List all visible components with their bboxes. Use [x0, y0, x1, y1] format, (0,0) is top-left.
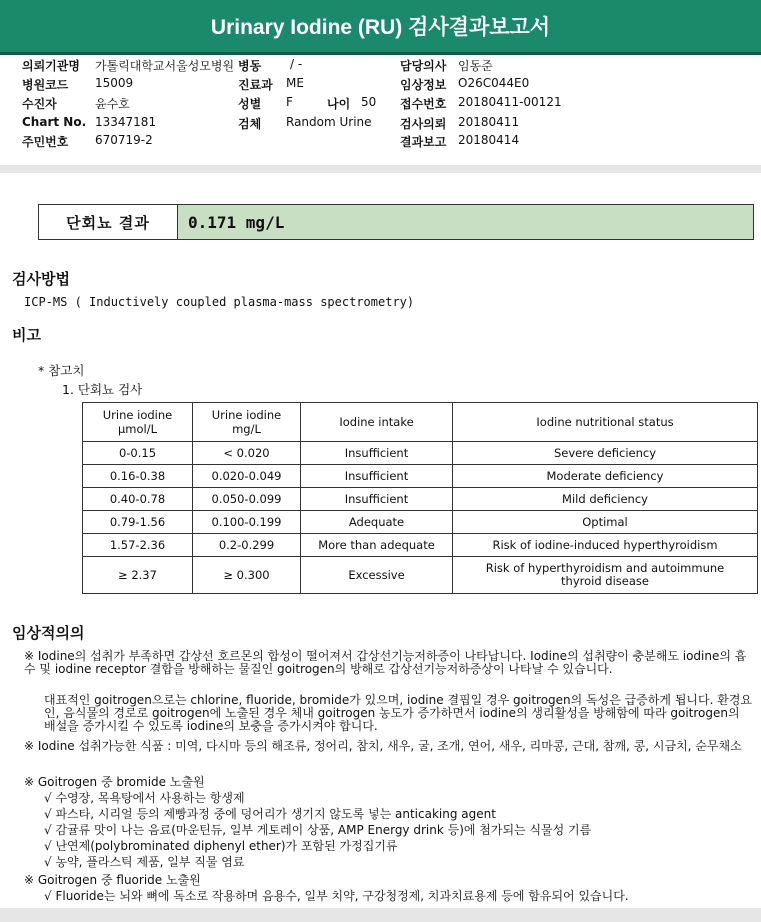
table-cell: 1.57-2.36 — [83, 534, 193, 557]
info-label-chart-no: Chart No. — [22, 115, 87, 129]
footer-bar — [0, 908, 761, 922]
remarks-title: 비고 — [12, 326, 41, 344]
table-cell: Insufficient — [301, 442, 453, 465]
table-cell: Excessive — [301, 557, 453, 594]
table-cell: 0.16-0.38 — [83, 465, 193, 488]
table-cell: Optimal — [453, 511, 758, 534]
section-divider — [0, 165, 761, 173]
info-label-patient: 수진자 — [22, 97, 57, 111]
info-label-hospital-code: 병원코드 — [22, 78, 69, 92]
info-label-request-date: 검사의뢰 — [400, 117, 447, 131]
result-box — [38, 204, 754, 240]
info-value-clinical-info: O26C044E0 — [458, 76, 530, 90]
table-cell: < 0.020 — [193, 442, 301, 465]
method-text: ICP-MS ( Inductively coupled plasma-mass spectrometry) — [24, 295, 415, 309]
table-cell: Risk of iodine-induced hyperthyroidism — [453, 534, 758, 557]
info-value-patient: 윤수호 — [95, 97, 130, 111]
table-cell: ≥ 0.300 — [193, 557, 301, 594]
clinical-paragraph-3: ※ Iodine 섭취가능한 식품 : 미역, 다시마 등의 해조류, 정어리, 참치, 새우, 굴, 조개, 연어, 새우, 리마콩, 근대, 참깨, 콩, 시금치, 순무채소 — [24, 739, 742, 753]
table-cell: 0.050-0.099 — [193, 488, 301, 511]
info-label-resident-no: 주민번호 — [22, 135, 69, 149]
reference-subtitle: 1. 단회뇨 검사 — [62, 382, 143, 397]
table-header-mgl: Urine iodine mg/L — [193, 403, 301, 442]
table-cell: Risk of hyperthyroidism and autoimmune thyroid disease — [453, 557, 758, 594]
reference-title: * 참고치 — [38, 363, 85, 378]
clinical-paragraph-2: 대표적인 goitrogen으로는 chlorine, fluoride, bromide가 있으며, iodine 결핍일 경우 goitrogen의 독성은 급증하게 됩니다. 환경요인, 음식물의 경로로 goitrogen에 노출된 경우 체내 goitrogen 농도가 증가하면서 iodine의 생리활성을 방해함에 따라 goitrogen의 배설을 증가시킬 수 있도록 iodine의 보충을 증가시켜야 합니다. — [44, 693, 753, 733]
info-label-clinical-info: 임상정보 — [400, 78, 447, 92]
table-row — [83, 511, 758, 534]
table-cell: 0.2-0.299 — [193, 534, 301, 557]
info-value-chart-no: 13347181 — [95, 115, 157, 129]
bromide-title: ※ Goitrogen 중 bromide 노출원 — [24, 775, 205, 789]
bromide-item: √ 감귤류 맛이 나는 음료(마운틴듀, 일부 게토레이 상품, AMP Energy drink 등)에 첨가되는 식물성 기름 — [44, 823, 592, 837]
table-cell: 0.40-0.78 — [83, 488, 193, 511]
table-row — [83, 465, 758, 488]
table-cell: More than adequate — [301, 534, 453, 557]
table-cell: Insufficient — [301, 465, 453, 488]
bromide-item: √ 파스타, 시리얼 등의 제빵과정 중에 덩어리가 생기지 않도록 넣는 anticaking agent — [44, 807, 496, 821]
fluoride-title: ※ Goitrogen 중 fluoride 노출원 — [24, 873, 201, 887]
table-cell: Severe deficiency — [453, 442, 758, 465]
table-header-umol: Urine iodine μmol/L — [83, 403, 193, 442]
result-value: 0.171 mg/L — [178, 205, 753, 239]
table-cell: 0-0.15 — [83, 442, 193, 465]
table-header-status: Iodine nutritional status — [453, 403, 758, 442]
table-cell: Moderate deficiency — [453, 465, 758, 488]
info-label-sex: 성별 — [238, 97, 262, 111]
info-label-specimen: 검체 — [238, 117, 262, 131]
info-value-institution: 가톨릭대학교서울성모병원 — [95, 59, 235, 73]
info-label-doctor: 담당의사 — [400, 59, 447, 73]
table-row — [83, 534, 758, 557]
info-value-age: 50 — [361, 95, 377, 109]
table-header-intake: Iodine intake — [301, 403, 453, 442]
info-value-ward: / - — [290, 57, 303, 71]
info-value-resident-no: 670719-2 — [95, 133, 153, 147]
bromide-item: √ 수영장, 목욕탕에서 사용하는 항생제 — [44, 791, 245, 805]
info-value-doctor: 임동준 — [458, 59, 493, 73]
info-value-sex: F — [286, 95, 293, 109]
table-row — [83, 557, 758, 594]
table-cell: 0.100-0.199 — [193, 511, 301, 534]
info-label-report-date: 결과보고 — [400, 135, 447, 149]
bromide-item: √ 농약, 플라스틱 제품, 일부 직물 염료 — [44, 855, 245, 869]
result-label: 단회뇨 결과 — [39, 205, 178, 239]
info-value-receipt-no: 20180411-00121 — [458, 95, 562, 109]
info-label-age: 나이 — [327, 97, 351, 111]
info-value-hospital-code: 15009 — [95, 76, 134, 90]
method-title: 검사방법 — [12, 270, 70, 288]
table-cell: 0.020-0.049 — [193, 465, 301, 488]
bromide-item: √ 난연제(polybrominated diphenyl ether)가 포함된 가정집기류 — [44, 839, 398, 853]
table-header-row — [83, 403, 758, 442]
table-row — [83, 442, 758, 465]
table-cell: 0.79-1.56 — [83, 511, 193, 534]
info-label-ward: 병동 — [238, 59, 262, 73]
info-value-request-date: 20180411 — [458, 115, 520, 129]
info-label-department: 진료과 — [238, 78, 273, 92]
info-value-report-date: 20180414 — [458, 133, 520, 147]
reference-table — [82, 402, 758, 594]
table-row — [83, 488, 758, 511]
report-title: Urinary Iodine (RU) 검사결과보고서 — [0, 0, 761, 52]
info-value-specimen: Random Urine — [286, 115, 372, 129]
table-cell: Insufficient — [301, 488, 453, 511]
clinical-title: 임상적의의 — [12, 624, 85, 642]
info-label-institution: 의뢰기관명 — [22, 59, 80, 73]
table-cell: Mild deficiency — [453, 488, 758, 511]
clinical-paragraph-1: ※ Iodine의 섭취가 부족하면 갑상선 호르몬의 합성이 떨어져서 갑상선기능저하증이 나타납니다. Iodine의 섭취량이 충분해도 iodine의 흡수 및 iodine receptor 결합을 방해하는 물질인 goitrogen의 방해로 갑상선기능저하증상이 나타날 수 있습니다. — [24, 649, 747, 676]
info-value-department: ME — [286, 76, 304, 90]
table-cell: ≥ 2.37 — [83, 557, 193, 594]
fluoride-item: √ Fluoride는 뇌와 뼈에 독소로 작용하며 음용수, 일부 치약, 구강청정제, 치과치료용제 등에 함유되어 있습니다. — [44, 889, 629, 903]
table-cell: Adequate — [301, 511, 453, 534]
info-label-receipt-no: 접수번호 — [400, 97, 447, 111]
patient-info-section — [0, 55, 761, 158]
